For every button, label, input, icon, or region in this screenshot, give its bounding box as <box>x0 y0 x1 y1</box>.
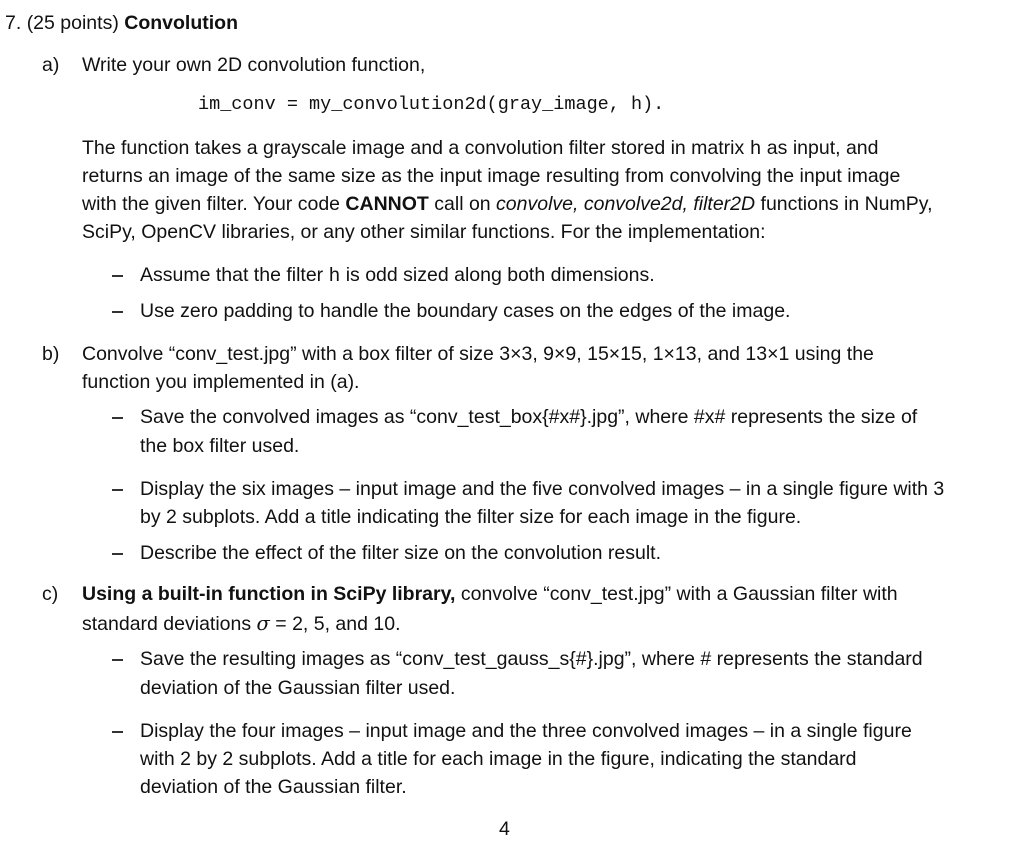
part-b-bullet-1-line-2: the box filter used. <box>140 435 300 457</box>
bullet-dash <box>112 489 123 491</box>
part-b-bullet-1-line-1: Save the convolved images as “conv_test_box{#x#}.jpg”, where #x# represents the size of <box>140 406 918 428</box>
part-c-bullet-1-line-1: Save the resulting images as “conv_test_gauss_s{#}.jpg”, where # represents the standard <box>140 648 923 670</box>
question-points: (25 points) <box>26 12 119 34</box>
part-c-line-2: standard deviations σ = 2, 5, and 10. <box>82 612 401 635</box>
forbidden-functions: convolve, convolve2d, filter2D <box>496 193 756 215</box>
function-signature: im_conv = my_convolution2d(gray_image, h). <box>198 94 665 115</box>
bullet-dash <box>112 275 123 277</box>
part-b-line-1: Convolve “conv_test.jpg” with a box filter of size 3×3, 9×9, 15×15, 1×13, and 13×1 using the <box>82 343 874 365</box>
part-b-bullet-2-line-2: by 2 subplots. Add a title indicating the filter size for each image in the figure. <box>140 506 802 528</box>
part-c-bullet-1-line-2: deviation of the Gaussian filter used. <box>140 677 456 699</box>
builtin-emphasis: Using a built-in function in SciPy library, <box>82 583 456 605</box>
filter-variable: h <box>749 138 762 160</box>
part-c-label: c) <box>42 583 59 605</box>
cannot-emphasis: CANNOT <box>345 193 429 215</box>
question-number: 7. <box>5 12 22 34</box>
part-a-bullet-2: Use zero padding to handle the boundary cases on the edges of the image. <box>140 300 791 322</box>
bullet-dash <box>112 417 123 419</box>
sigma-symbol: σ <box>256 612 270 635</box>
part-a-para-line-3: with the given filter. Your code CANNOT call on convolve, convolve2d, filter2D functions in NumPy, <box>82 193 933 215</box>
part-c-bullet-2-line-3: deviation of the Gaussian filter. <box>140 776 407 798</box>
part-b-bullet-3: Describe the effect of the filter size on the convolution result. <box>140 542 662 564</box>
part-a-para-line-2: returns an image of the same size as the input image resulting from convolving the input image <box>82 165 901 187</box>
part-b-bullet-2-line-1: Display the six images – input image and the five convolved images – in a single figure with 3 <box>140 478 945 500</box>
part-a-bullet-1: Assume that the filter h is odd sized along both dimensions. <box>140 264 655 287</box>
part-b-label: b) <box>42 343 60 365</box>
question-heading <box>5 14 238 34</box>
part-b-line-2: function you implemented in (a). <box>82 371 360 393</box>
page-number: 4 <box>499 818 510 840</box>
part-c-bullet-2-line-1: Display the four images – input image and the three convolved images – in a single figure <box>140 720 912 742</box>
bullet-dash <box>112 731 123 733</box>
part-a-para-line-4: SciPy, OpenCV libraries, or any other similar functions. For the implementation: <box>82 221 766 243</box>
bullet-dash <box>112 659 123 661</box>
bullet-dash <box>112 311 123 313</box>
part-a-para-line-1: The function takes a grayscale image and a convolution filter stored in matrix h as input, and <box>82 137 879 160</box>
part-c-bullet-2-line-2: with 2 by 2 subplots. Add a title for each image in the figure, indicating the standard <box>140 748 857 770</box>
part-a-label: a) <box>42 54 60 76</box>
bullet-dash <box>112 553 123 555</box>
part-c-line-1: Using a built-in function in SciPy library, convolve “conv_test.jpg” with a Gaussian filter with <box>82 583 898 605</box>
question-title: Convolution <box>124 12 238 34</box>
part-a-intro: Write your own 2D convolution function, <box>82 54 426 76</box>
